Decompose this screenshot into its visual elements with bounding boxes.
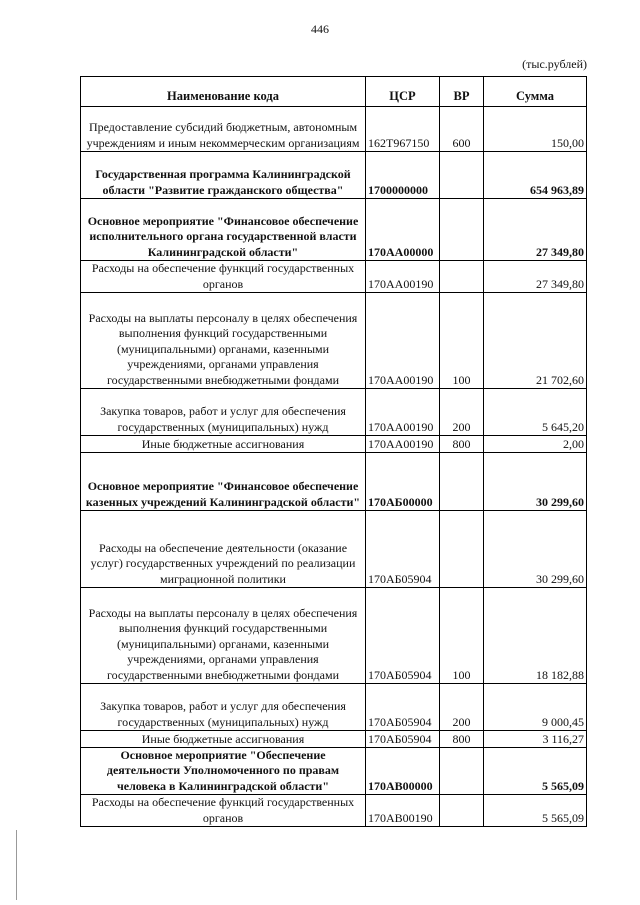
- row-csr: 170АВ00190: [366, 795, 440, 827]
- row-vr: [440, 261, 484, 293]
- table-row: [81, 731, 587, 748]
- row-name: Расходы на обеспечение деятельности (оказание услуг) государственных учреждений по реализации миграционной политики: [81, 511, 366, 588]
- row-name: Расходы на обеспечение функций государственных органов: [81, 261, 366, 293]
- header-vr: ВР: [440, 77, 484, 107]
- row-name: Основное мероприятие "Финансовое обеспечение исполнительного органа государственной власти Калининградской области": [81, 199, 366, 261]
- row-name: Государственная программа Калининградской области "Развитие гражданского общества": [81, 152, 366, 199]
- row-sum: 150,00: [484, 107, 587, 152]
- row-vr: 600: [440, 107, 484, 152]
- row-sum: 30 299,60: [484, 511, 587, 588]
- table-row: [81, 107, 587, 152]
- table-row: [81, 152, 587, 199]
- units-label: (тыс.рублей): [522, 57, 587, 71]
- table-row: [81, 436, 587, 453]
- table-row: [81, 389, 587, 436]
- row-sum: 5 645,20: [484, 389, 587, 436]
- table-row: [81, 511, 587, 588]
- row-sum: 27 349,80: [484, 261, 587, 293]
- row-csr: 170АБ05904: [366, 731, 440, 748]
- row-name: Основное мероприятие "Финансовое обеспечение казенных учреждений Калининградской области": [81, 453, 366, 511]
- row-sum: 30 299,60: [484, 453, 587, 511]
- row-vr: 200: [440, 684, 484, 731]
- table-row: [81, 795, 587, 827]
- row-csr: 170АА00190: [366, 293, 440, 389]
- row-sum: 9 000,45: [484, 684, 587, 731]
- budget-table: [80, 76, 587, 827]
- row-csr: 1700000000: [366, 152, 440, 199]
- row-vr: [440, 795, 484, 827]
- table-row: [81, 199, 587, 261]
- row-csr: 162Т967150: [366, 107, 440, 152]
- row-vr: [440, 453, 484, 511]
- table-row: [81, 293, 587, 389]
- table-header-row: [81, 77, 587, 107]
- row-vr: 100: [440, 588, 484, 684]
- table-row: [81, 261, 587, 293]
- row-csr: 170АБ05904: [366, 684, 440, 731]
- row-name: Расходы на обеспечение функций государственных органов: [81, 795, 366, 827]
- row-sum: 21 702,60: [484, 293, 587, 389]
- row-name: Иные бюджетные ассигнования: [81, 436, 366, 453]
- row-sum: 5 565,09: [484, 748, 587, 795]
- row-csr: 170АВ00000: [366, 748, 440, 795]
- row-csr: 170АБ05904: [366, 588, 440, 684]
- margin-line: [16, 830, 17, 900]
- header-sum: Сумма: [484, 77, 587, 107]
- row-sum: 27 349,80: [484, 199, 587, 261]
- row-csr: 170АА00000: [366, 199, 440, 261]
- row-name: Закупка товаров, работ и услуг для обеспечения государственных (муниципальных) нужд: [81, 684, 366, 731]
- row-sum: 2,00: [484, 436, 587, 453]
- row-sum: 654 963,89: [484, 152, 587, 199]
- row-vr: [440, 748, 484, 795]
- page-number: 446: [311, 22, 329, 36]
- row-name: Иные бюджетные ассигнования: [81, 731, 366, 748]
- row-vr: 200: [440, 389, 484, 436]
- row-csr: 170АА00190: [366, 436, 440, 453]
- row-name: Предоставление субсидий бюджетным, автономным учреждениям и иным некоммерческим организациям: [81, 107, 366, 152]
- row-csr: 170АБ05904: [366, 511, 440, 588]
- header-name: Наименование кода: [81, 77, 366, 107]
- row-name: Закупка товаров, работ и услуг для обеспечения государственных (муниципальных) нужд: [81, 389, 366, 436]
- row-name: Расходы на выплаты персоналу в целях обеспечения выполнения функций государственными (муниципальными) органами, казенными учреждениями, органами управления государственными внебюджетными фондами: [81, 588, 366, 684]
- table-row: [81, 588, 587, 684]
- row-name: Расходы на выплаты персоналу в целях обеспечения выполнения функций государственными (муниципальными) органами, казенными учреждениями, органами управления государственными внебюджетными фондами: [81, 293, 366, 389]
- row-csr: 170АА00190: [366, 389, 440, 436]
- row-vr: 800: [440, 731, 484, 748]
- row-vr: 800: [440, 436, 484, 453]
- table-row: [81, 748, 587, 795]
- header-csr: ЦСР: [366, 77, 440, 107]
- row-vr: [440, 152, 484, 199]
- row-vr: 100: [440, 293, 484, 389]
- row-name: Основное мероприятие "Обеспечение деятельности Уполномоченного по правам человека в Калининградской области": [81, 748, 366, 795]
- row-sum: 3 116,27: [484, 731, 587, 748]
- row-vr: [440, 511, 484, 588]
- row-sum: 5 565,09: [484, 795, 587, 827]
- table-row: [81, 684, 587, 731]
- table-row: [81, 453, 587, 511]
- row-sum: 18 182,88: [484, 588, 587, 684]
- row-csr: 170АА00190: [366, 261, 440, 293]
- row-csr: 170АБ00000: [366, 453, 440, 511]
- row-vr: [440, 199, 484, 261]
